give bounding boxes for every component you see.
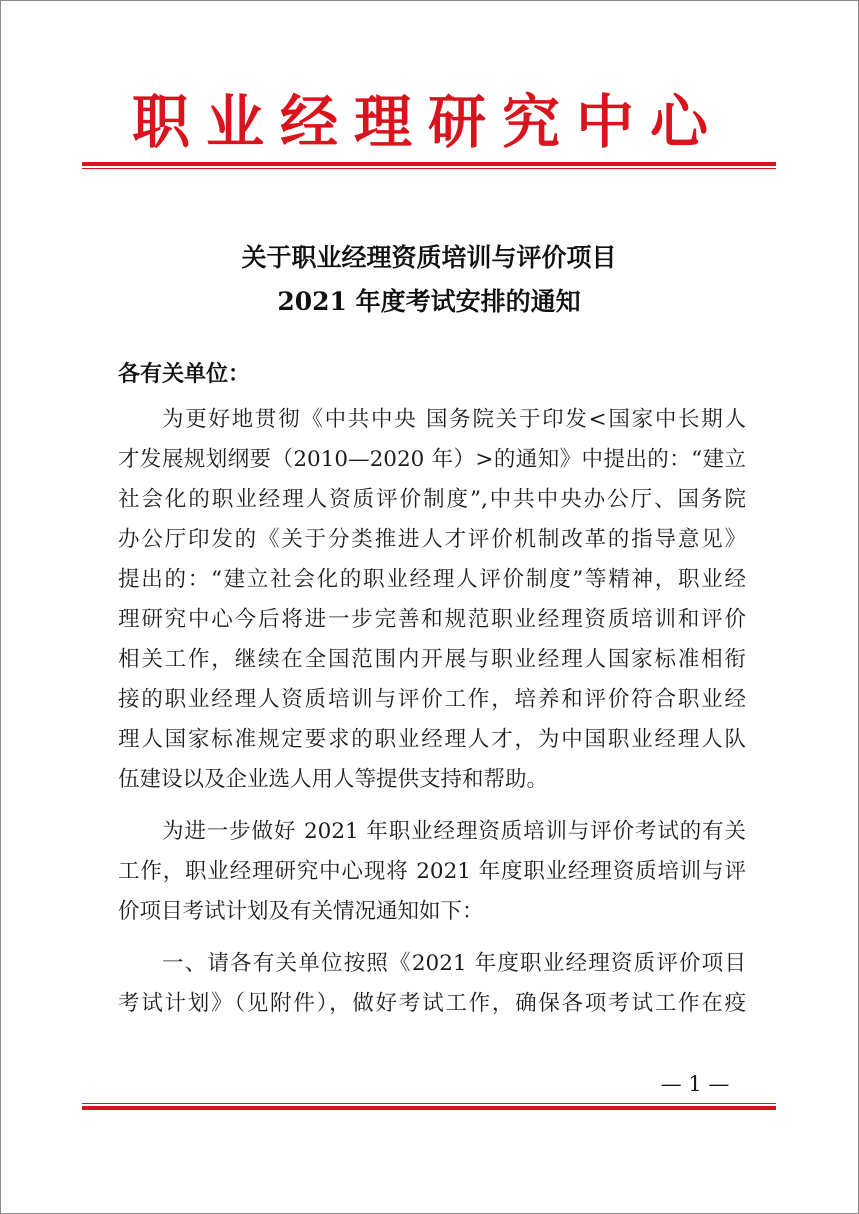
paragraph-1-line: 办公厅印发的《关于分类推进人才评价机制改革的指导意见》	[118, 527, 746, 552]
paragraph-1-line: 接的职业经理人资质培训与评价工作，培养和评价符合职业经	[118, 687, 746, 712]
masthead-title: 职业经理研究中心	[131, 88, 724, 156]
masthead-rule-thick	[82, 162, 776, 166]
paragraph-1-line: 才发展规划纲要（2010—2020 年）>的通知》中提出的：“建立	[118, 447, 746, 472]
document-title	[82, 236, 776, 324]
paragraph-gap	[118, 800, 746, 812]
footer-rule-thin	[82, 1103, 776, 1104]
document-body	[118, 400, 746, 1024]
document-title-line-2: 2021 年度考试安排的通知	[277, 287, 581, 316]
masthead-rule-thin	[82, 168, 776, 169]
page-number: — 1 —	[660, 1072, 730, 1096]
paragraph-1-line: 相关工作，继续在全国范围内开展与职业经理人国家标准相衔	[118, 647, 746, 672]
paragraph-2-line: 为进一步做好 2021 年职业经理资质培训与评价考试的有关	[162, 819, 746, 844]
paragraph-1-line: 理研究中心今后将进一步完善和规范职业经理资质培训和评价	[118, 607, 746, 632]
paragraph-1-line: 为更好地贯彻《中共中央 国务院关于印发<国家中长期人	[162, 407, 746, 432]
paragraph-1-line: 理人国家标准规定要求的职业经理人才，为中国职业经理人队	[118, 727, 746, 752]
paragraph-2-line: 工作，职业经理研究中心现将 2021 年度职业经理资质培训与评	[118, 859, 746, 884]
paragraph-1-line: 提出的：“建立社会化的职业经理人评价制度”等精神，职业经	[118, 567, 746, 592]
paragraph-3-line: 一、请各有关单位按照《2021 年度职业经理资质评价项目	[162, 951, 746, 976]
footer-rule-thick	[82, 1106, 776, 1110]
paragraph-gap	[118, 932, 746, 944]
paragraph-3-line: 考试计划》（见附件），做好考试工作，确保各项考试工作在疫	[118, 991, 746, 1016]
salutation: 各有关单位：	[118, 362, 251, 387]
paragraph-1-line: 伍建设以及企业选人用人等提供支持和帮助。	[118, 767, 549, 792]
paragraph-2-line: 价项目考试计划及有关情况通知如下：	[118, 899, 484, 924]
document-title-line-1: 关于职业经理资质培训与评价项目	[241, 243, 617, 272]
paragraph-1-line: 社会化的职业经理人资质评价制度”,中共中央办公厅、国务院	[118, 487, 746, 512]
